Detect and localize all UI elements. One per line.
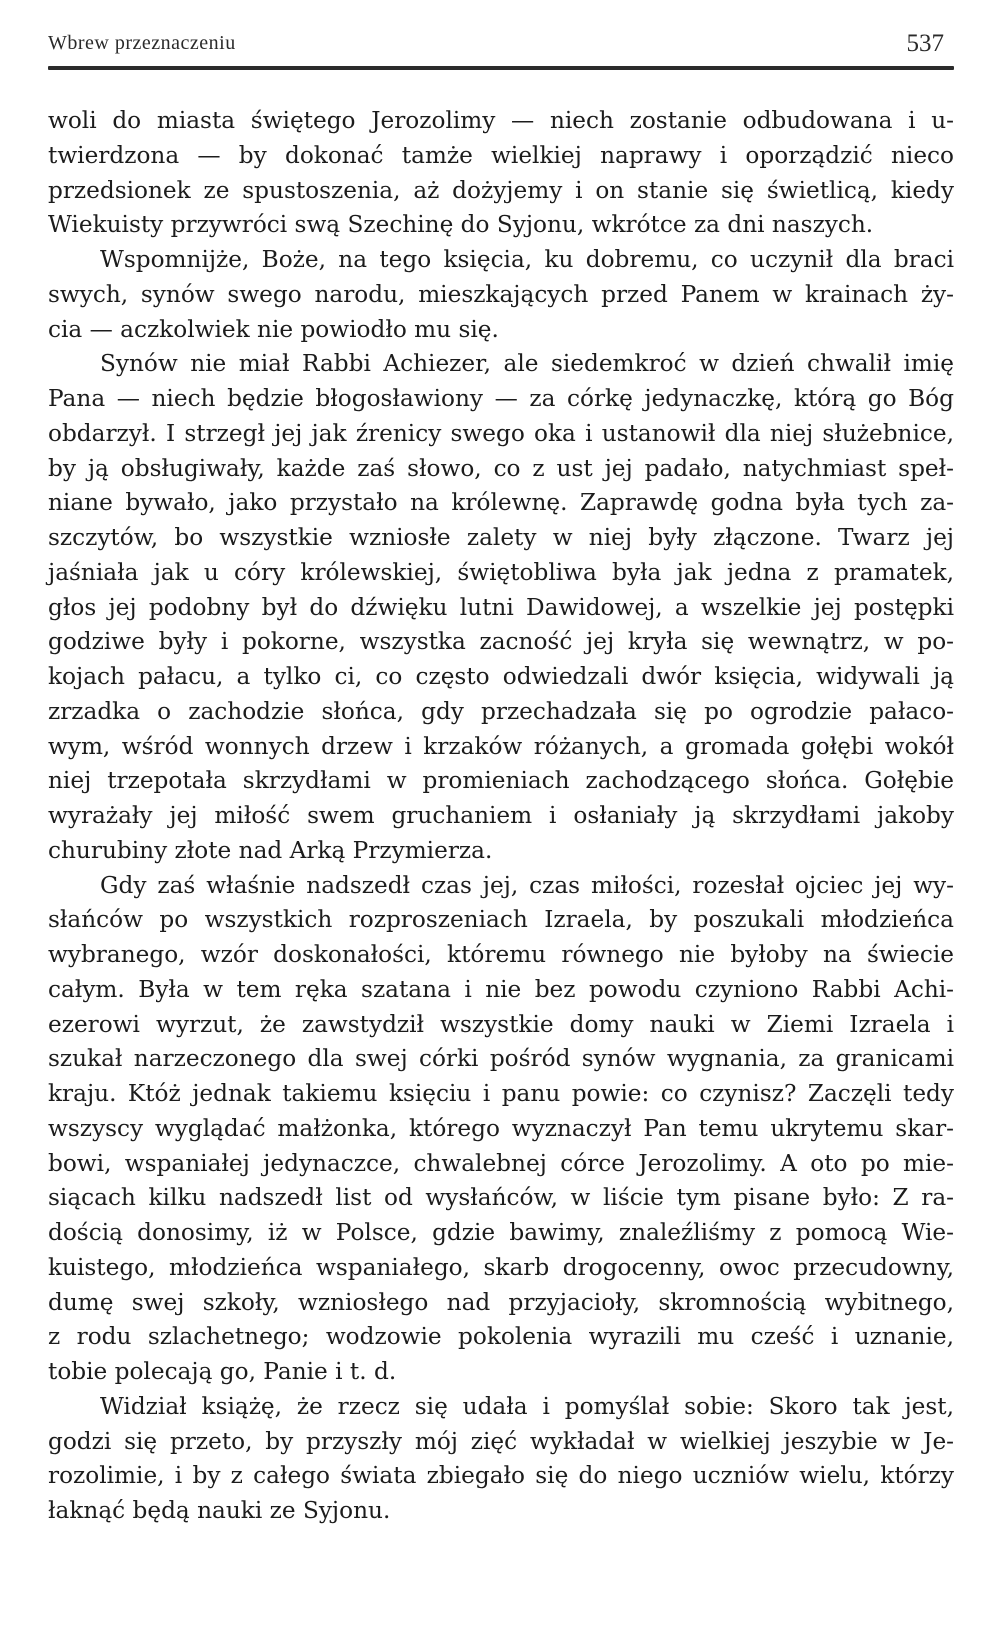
text-line: słańców po wszystkich rozproszeniach Izraela, by poszukali młodzieńca	[48, 906, 954, 934]
page-number: 537	[906, 30, 944, 57]
header-rule	[48, 66, 954, 70]
text-line: przedsionek ze spustoszenia, aż dożyjemy i on stanie się świetlicą, kiedy	[48, 176, 954, 204]
text-line: kraju. Któż jednak takiemu księciu i panu powie: co czynisz? Zaczęli tedy	[48, 1080, 954, 1107]
text-line: siącach kilku nadszedł list od wysłańców, w liście tym pisane było: Z ra-	[48, 1184, 954, 1212]
text-line: kojach pałacu, a tylko ci, co często odwiedzali dwór księcia, widywali ją	[48, 663, 954, 690]
text-line: dością donosimy, iż w Polsce, gdzie bawimy, znaleźliśmy z pomocą Wie-	[48, 1219, 954, 1246]
text-line: Wiekuisty przywróci swą Szechinę do Syjonu, wkrótce za dni naszych.	[48, 211, 874, 239]
text-line: Synów nie miał Rabbi Achiezer, ale siedemkroć w dzień chwalił imię	[100, 350, 954, 378]
text-line: wybranego, wzór doskonałości, któremu równego nie byłoby na świecie	[48, 941, 954, 968]
text-line: obdarzył. I strzegł jej jak źrenicy swego oka i ustanowił dla niej służebnice,	[48, 419, 954, 447]
text-line: szczytów, bo wszystkie wzniosłe zalety w niej były złączone. Twarz jej	[48, 524, 954, 551]
text-line: wyrażały jej miłość swem gruchaniem i osłaniały ją skrzydłami jakoby	[48, 802, 954, 829]
text-line: swych, synów swego narodu, mieszkających przed Panem w krainach ży-	[48, 280, 954, 308]
text-line: jaśniała jak u córy królewskiej, świętobliwa była jak jedna z pramatek,	[48, 558, 954, 586]
text-line: zrzadka o zachodzie słońca, gdy przechadzała się po ogrodzie pałaco-	[48, 697, 954, 725]
text-line: niane bywało, jako przystało na królewnę. Zaprawdę godna była tych za-	[48, 489, 954, 517]
body-text	[48, 104, 954, 1529]
text-line: szukał narzeczonego dla swej córki pośród synów wygnania, za granicami	[48, 1045, 954, 1073]
text-line: z rodu szlachetnego; wodzowie pokolenia wyrazili mu cześć i uznanie,	[48, 1323, 954, 1351]
text-line: kuistego, młodzieńca wspaniałego, skarb drogocenny, owoc przecudowny,	[48, 1253, 954, 1281]
text-line: godzi się przeto, by przyszły mój zięć wykładał w wielkiej jeszybie w Je-	[48, 1427, 954, 1455]
text-line: wym, wśród wonnych drzew i krzaków różanych, a gromada gołębi wokół	[48, 732, 954, 760]
text-line: Pana — niech będzie błogosławiony — za córkę jedynaczkę, którą go Bóg	[48, 385, 954, 412]
text-line: wszyscy wyglądać małżonka, którego wyznaczył Pan temu ukrytemu skar-	[48, 1114, 954, 1142]
text-line: by ją obsługiwały, każde zaś słowo, co z ust jej padało, natychmiast speł-	[48, 454, 954, 482]
text-line: ezerowi wyrzut, że zawstydził wszystkie domy nauki w Ziemi Izraela i	[48, 1010, 954, 1038]
text-line: całym. Była w tem ręka szatana i nie bez powodu czyniono Rabbi Achi-	[48, 975, 954, 1003]
text-line: rozolimie, i by z całego świata zbiegało się do niego uczniów wielu, którzy	[48, 1462, 954, 1490]
running-title: Wbrew przeznaczeniu	[48, 32, 236, 54]
text-line: tobie polecają go, Panie i t. d.	[48, 1358, 397, 1385]
text-line: bowi, wspaniałej jedynaczce, chwalebnej córce Jerozolimy. A oto po mie-	[48, 1149, 954, 1177]
text-line: łaknąć będą nauki ze Syjonu.	[48, 1497, 391, 1524]
text-line: cia — aczkolwiek nie powiodło mu się.	[48, 315, 499, 343]
text-line: Wspomnijże, Boże, na tego księcia, ku dobremu, co uczynił dla braci	[100, 246, 954, 273]
text-line: głos jej podobny był do dźwięku lutni Dawidowej, a wszelkie jej postępki	[48, 593, 954, 621]
text-line: godziwe były i pokorne, wszystka zacność jej kryła się wewnątrz, w po-	[48, 628, 954, 656]
text-line: dumę swej szkoły, wzniosłego nad przyjacioły, skromnością wybitnego,	[48, 1288, 954, 1316]
text-line: woli do miasta świętego Jerozolimy — niech zostanie odbudowana i u-	[48, 107, 954, 134]
text-line: Widział książę, że rzecz się udała i pomyślał sobie: Skoro tak jest,	[100, 1392, 954, 1420]
text-line: Gdy zaś właśnie nadszedł czas jej, czas miłości, rozesłał ojciec jej wy-	[100, 871, 954, 899]
text-line: niej trzepotała skrzydłami w promieniach zachodzącego słońca. Gołębie	[48, 767, 954, 795]
text-line: twierdzona — by dokonać tamże wielkiej naprawy i oporządzić nieco	[48, 141, 954, 169]
page-header	[48, 28, 952, 62]
book-page	[48, 0, 952, 1625]
text-line: churubiny złote nad Arką Przymierza.	[48, 836, 493, 864]
